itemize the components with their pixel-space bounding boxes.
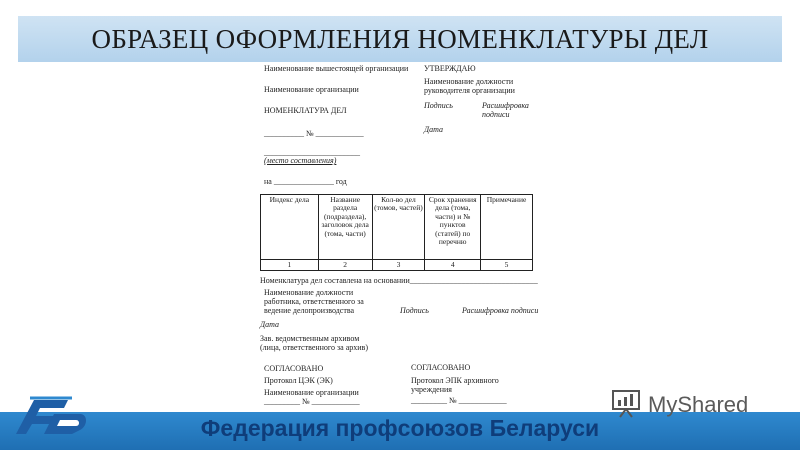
title-banner (18, 16, 782, 62)
basis-line: Номенклатура дел составлена на основании________________________________ (260, 276, 538, 285)
responsible-signature: Подпись (400, 306, 429, 315)
col-header-note: Примечание (481, 195, 533, 260)
col-header-index: Индекс дела (261, 195, 319, 260)
fpb-logo-icon (10, 390, 90, 442)
col-number: 2 (318, 260, 372, 271)
watermark-text: MyShared (648, 392, 749, 417)
signature-label: Подпись (424, 101, 453, 110)
page-title: ОБРАЗЕЦ ОФОРМЛЕНИЯ НОМЕНКЛАТУРЫ ДЕЛ (91, 24, 709, 54)
decoding-label: Расшифровка (482, 101, 529, 110)
myshared-watermark (606, 386, 766, 422)
approve-label: УТВЕРЖДАЮ (424, 64, 476, 73)
table-number-row (261, 260, 533, 271)
col-number: 5 (481, 260, 533, 271)
agreed-left-org: Наименование организации (264, 388, 359, 397)
col-header-title: Название раздела (подраздела), заголовок дела (тома, части) (318, 195, 372, 260)
agreed-right-protocol-2: учреждения (411, 385, 452, 394)
agreed-right-protocol: Протокол ЭПК архивного (411, 376, 499, 385)
col-number: 4 (425, 260, 481, 271)
higher-org-label: Наименование вышестоящей организации (264, 64, 409, 73)
head-position-line1: Наименование должности (424, 77, 514, 86)
place-label: (место составления) (264, 156, 337, 165)
agreed-left-title: СОГЛАСОВАНО (264, 364, 324, 373)
number-line: __________ № ____________ (264, 129, 364, 138)
archive-line2: (лица, ответственного за архив) (260, 343, 368, 352)
agreed-left-protocol: Протокол ЦЭК (ЭК) (264, 376, 333, 385)
org-label: Наименование организации (264, 85, 359, 94)
col-header-retention: Срок хранения дела (тома, части) и № пунктов (статей) по перечню (425, 195, 481, 260)
col-number: 3 (372, 260, 425, 271)
place-line: ________________________ (264, 148, 360, 157)
nomenclature-heading: НОМЕНКЛАТУРА ДЕЛ (264, 106, 347, 115)
responsible-line3: ведение делопроизводства (264, 306, 355, 315)
archive-line1: Зав. ведомственным архивом (260, 334, 360, 343)
decoding-label-2: подписи (482, 110, 510, 119)
agreed-right-number: _________ № ____________ (411, 396, 507, 405)
agreed-right-title: СОГЛАСОВАНО (411, 363, 471, 372)
responsible-decoding: Расшифровка подписи (462, 306, 539, 315)
nomenclature-table (260, 194, 533, 271)
col-header-count: Кол-во дел (томов, частей) (372, 195, 425, 260)
responsible-line2: работника, ответственного за (264, 297, 364, 306)
year-line: на _______________ год (264, 177, 347, 186)
responsible-line1: Наименование должности (264, 288, 354, 297)
presentation-board-icon (610, 388, 644, 418)
footer-organization: Федерация профсоюзов Беларуси (200, 415, 600, 441)
agreed-left-number: _________ № ____________ (264, 397, 360, 406)
responsible-date: Дата (260, 320, 279, 329)
table-header-row (261, 195, 533, 260)
date-label: Дата (424, 125, 443, 134)
head-position-line2: руководителя организации (424, 86, 515, 95)
col-number: 1 (261, 260, 319, 271)
